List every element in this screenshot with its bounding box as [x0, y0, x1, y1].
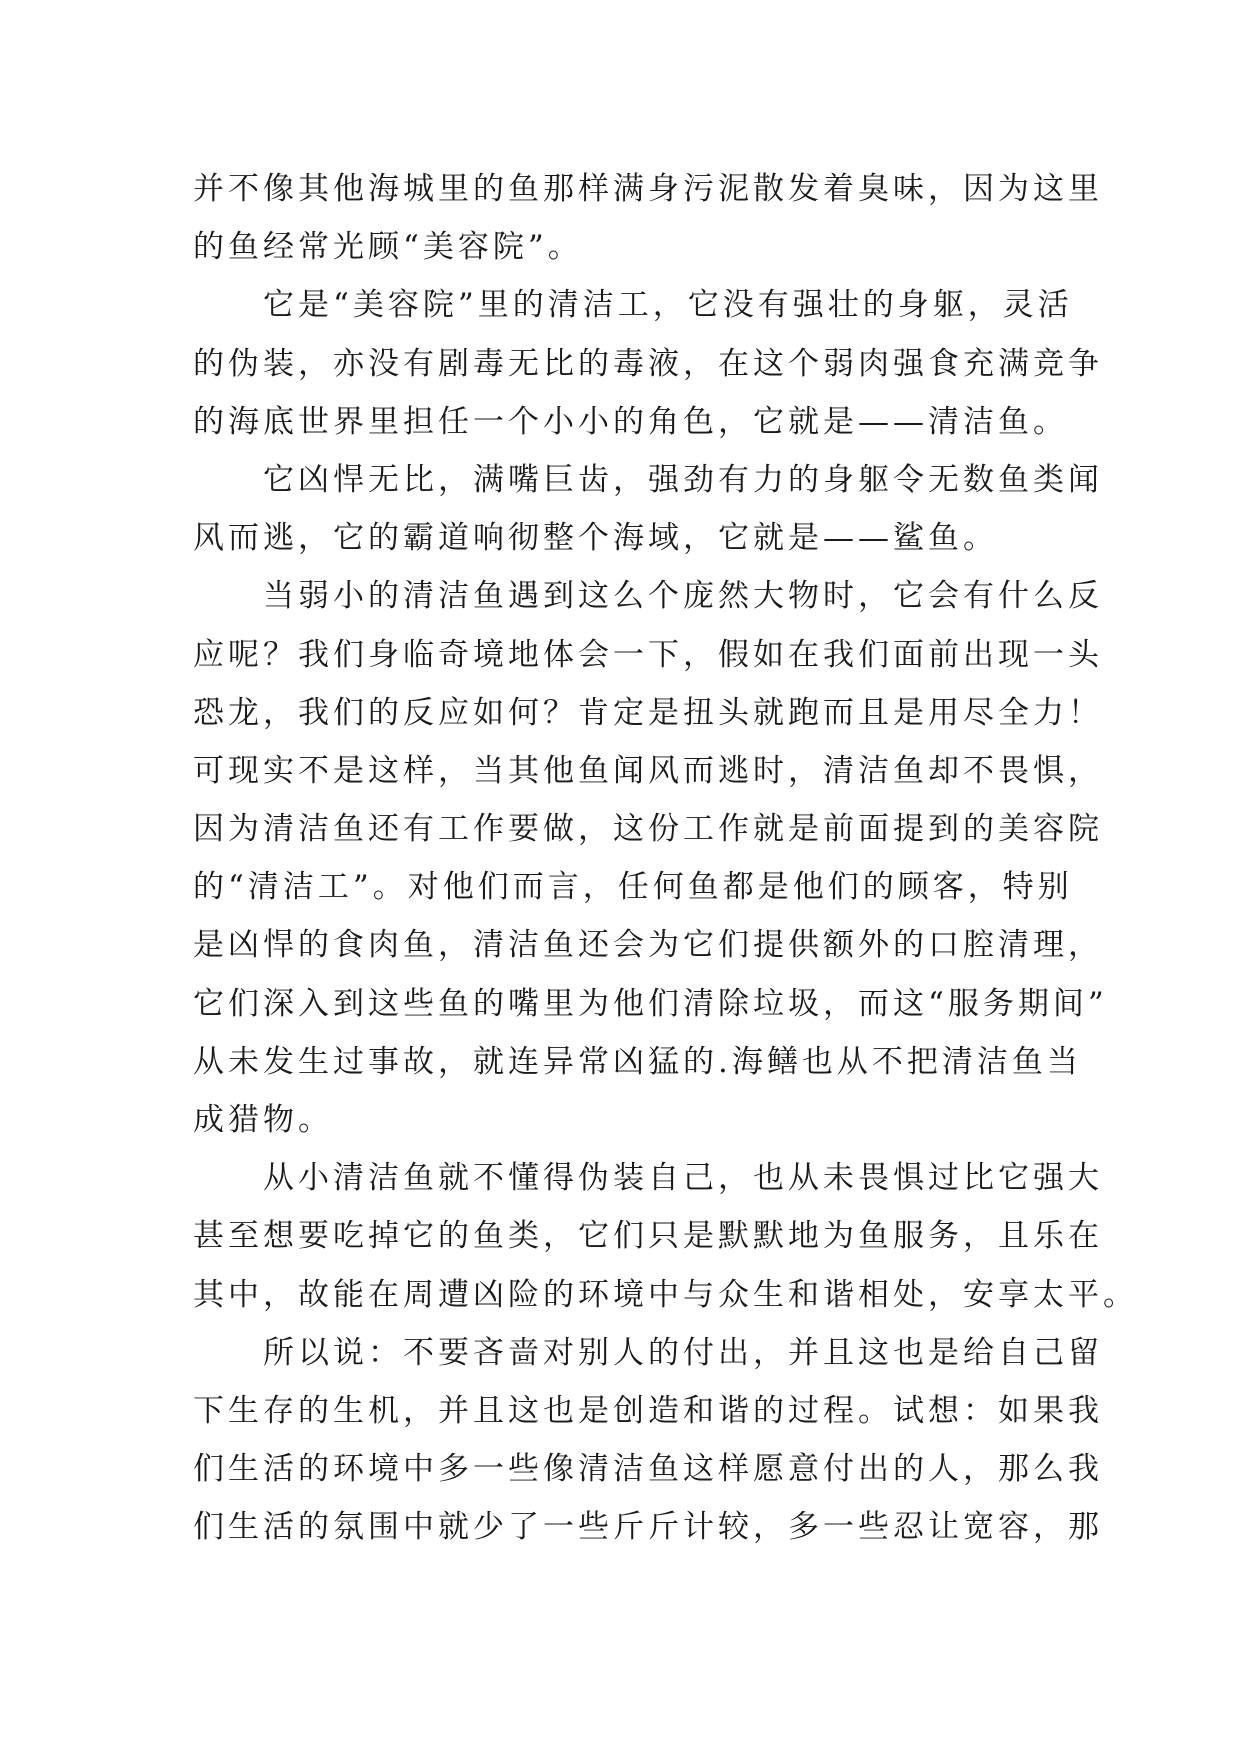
text-line: 们生活的环境中多一些像清洁鱼这样愿意付出的人，那么我: [193, 1451, 1103, 1488]
text-line: 从未发生过事故，就连异常凶猛的.海鳝也从不把清洁鱼当: [193, 1043, 1082, 1080]
text-line: 它是“美容院”里的清洁工，它没有强壮的身躯，灵活: [263, 287, 1073, 324]
text-line: 成猎物。: [193, 1102, 333, 1138]
text-line: 是凶悍的食肉鱼，清洁鱼还会为它们提供额外的口腔清理，: [193, 927, 1103, 964]
text-line: 的伪装，亦没有剧毒无比的毒液，在这个弱肉强食充满竞争: [193, 345, 1103, 382]
text-line: 的海底世界里担任一个小小的角色，它就是——清洁鱼。: [193, 403, 1068, 440]
text-line: 的鱼经常光顾“美容院”。: [193, 229, 583, 266]
text-line: 它凶悍无比，满嘴巨齿，强劲有力的身躯令无数鱼类闻: [263, 461, 1103, 498]
text-line: 其中，故能在周遭凶险的环境中与众生和谐相处，安享太平。: [193, 1276, 1138, 1313]
text-line: 从小清洁鱼就不懂得伪装自己，也从未畏惧过比它强大: [263, 1160, 1103, 1197]
text-line: 甚至想要吃掉它的鱼类，它们只是默默地为鱼服务，且乐在: [193, 1218, 1103, 1255]
text-line: 并不像其他海城里的鱼那样满身污泥散发着臭味，因为这里: [193, 171, 1103, 207]
text-line: 恐龙，我们的反应如何？肯定是扭头就跑而且是用尽全力！: [193, 694, 1103, 731]
text-line: 它们深入到这些鱼的嘴里为他们清除垃圾，而这“服务期间”: [193, 985, 1108, 1022]
text-line: 们生活的氛围中就少了一些斤斤计较，多一些忍让宽容，那: [193, 1509, 1103, 1546]
text-line: 可现实不是这样，当其他鱼闻风而逃时，清洁鱼却不畏惧，: [193, 752, 1103, 789]
text-line: 因为清洁鱼还有工作要做，这份工作就是前面提到的美容院: [193, 811, 1103, 848]
text-line: 下生存的生机，并且这也是创造和谐的过程。试想：如果我: [193, 1392, 1103, 1429]
text-line: 应呢？我们身临奇境地体会一下，假如在我们面前出现一头: [193, 636, 1103, 673]
text-line: 的“清洁工”。对他们而言，任何鱼都是他们的顾客，特别: [193, 869, 1073, 906]
body-text: [193, 160, 1138, 1557]
text-line: 当弱小的清洁鱼遇到这么个庞然大物时，它会有什么反: [263, 578, 1103, 615]
text-line: 所以说：不要吝啬对别人的付出，并且这也是给自己留: [263, 1334, 1103, 1371]
text-line: 风而逃，它的霸道响彻整个海域，它就是——鲨鱼。: [193, 520, 998, 557]
